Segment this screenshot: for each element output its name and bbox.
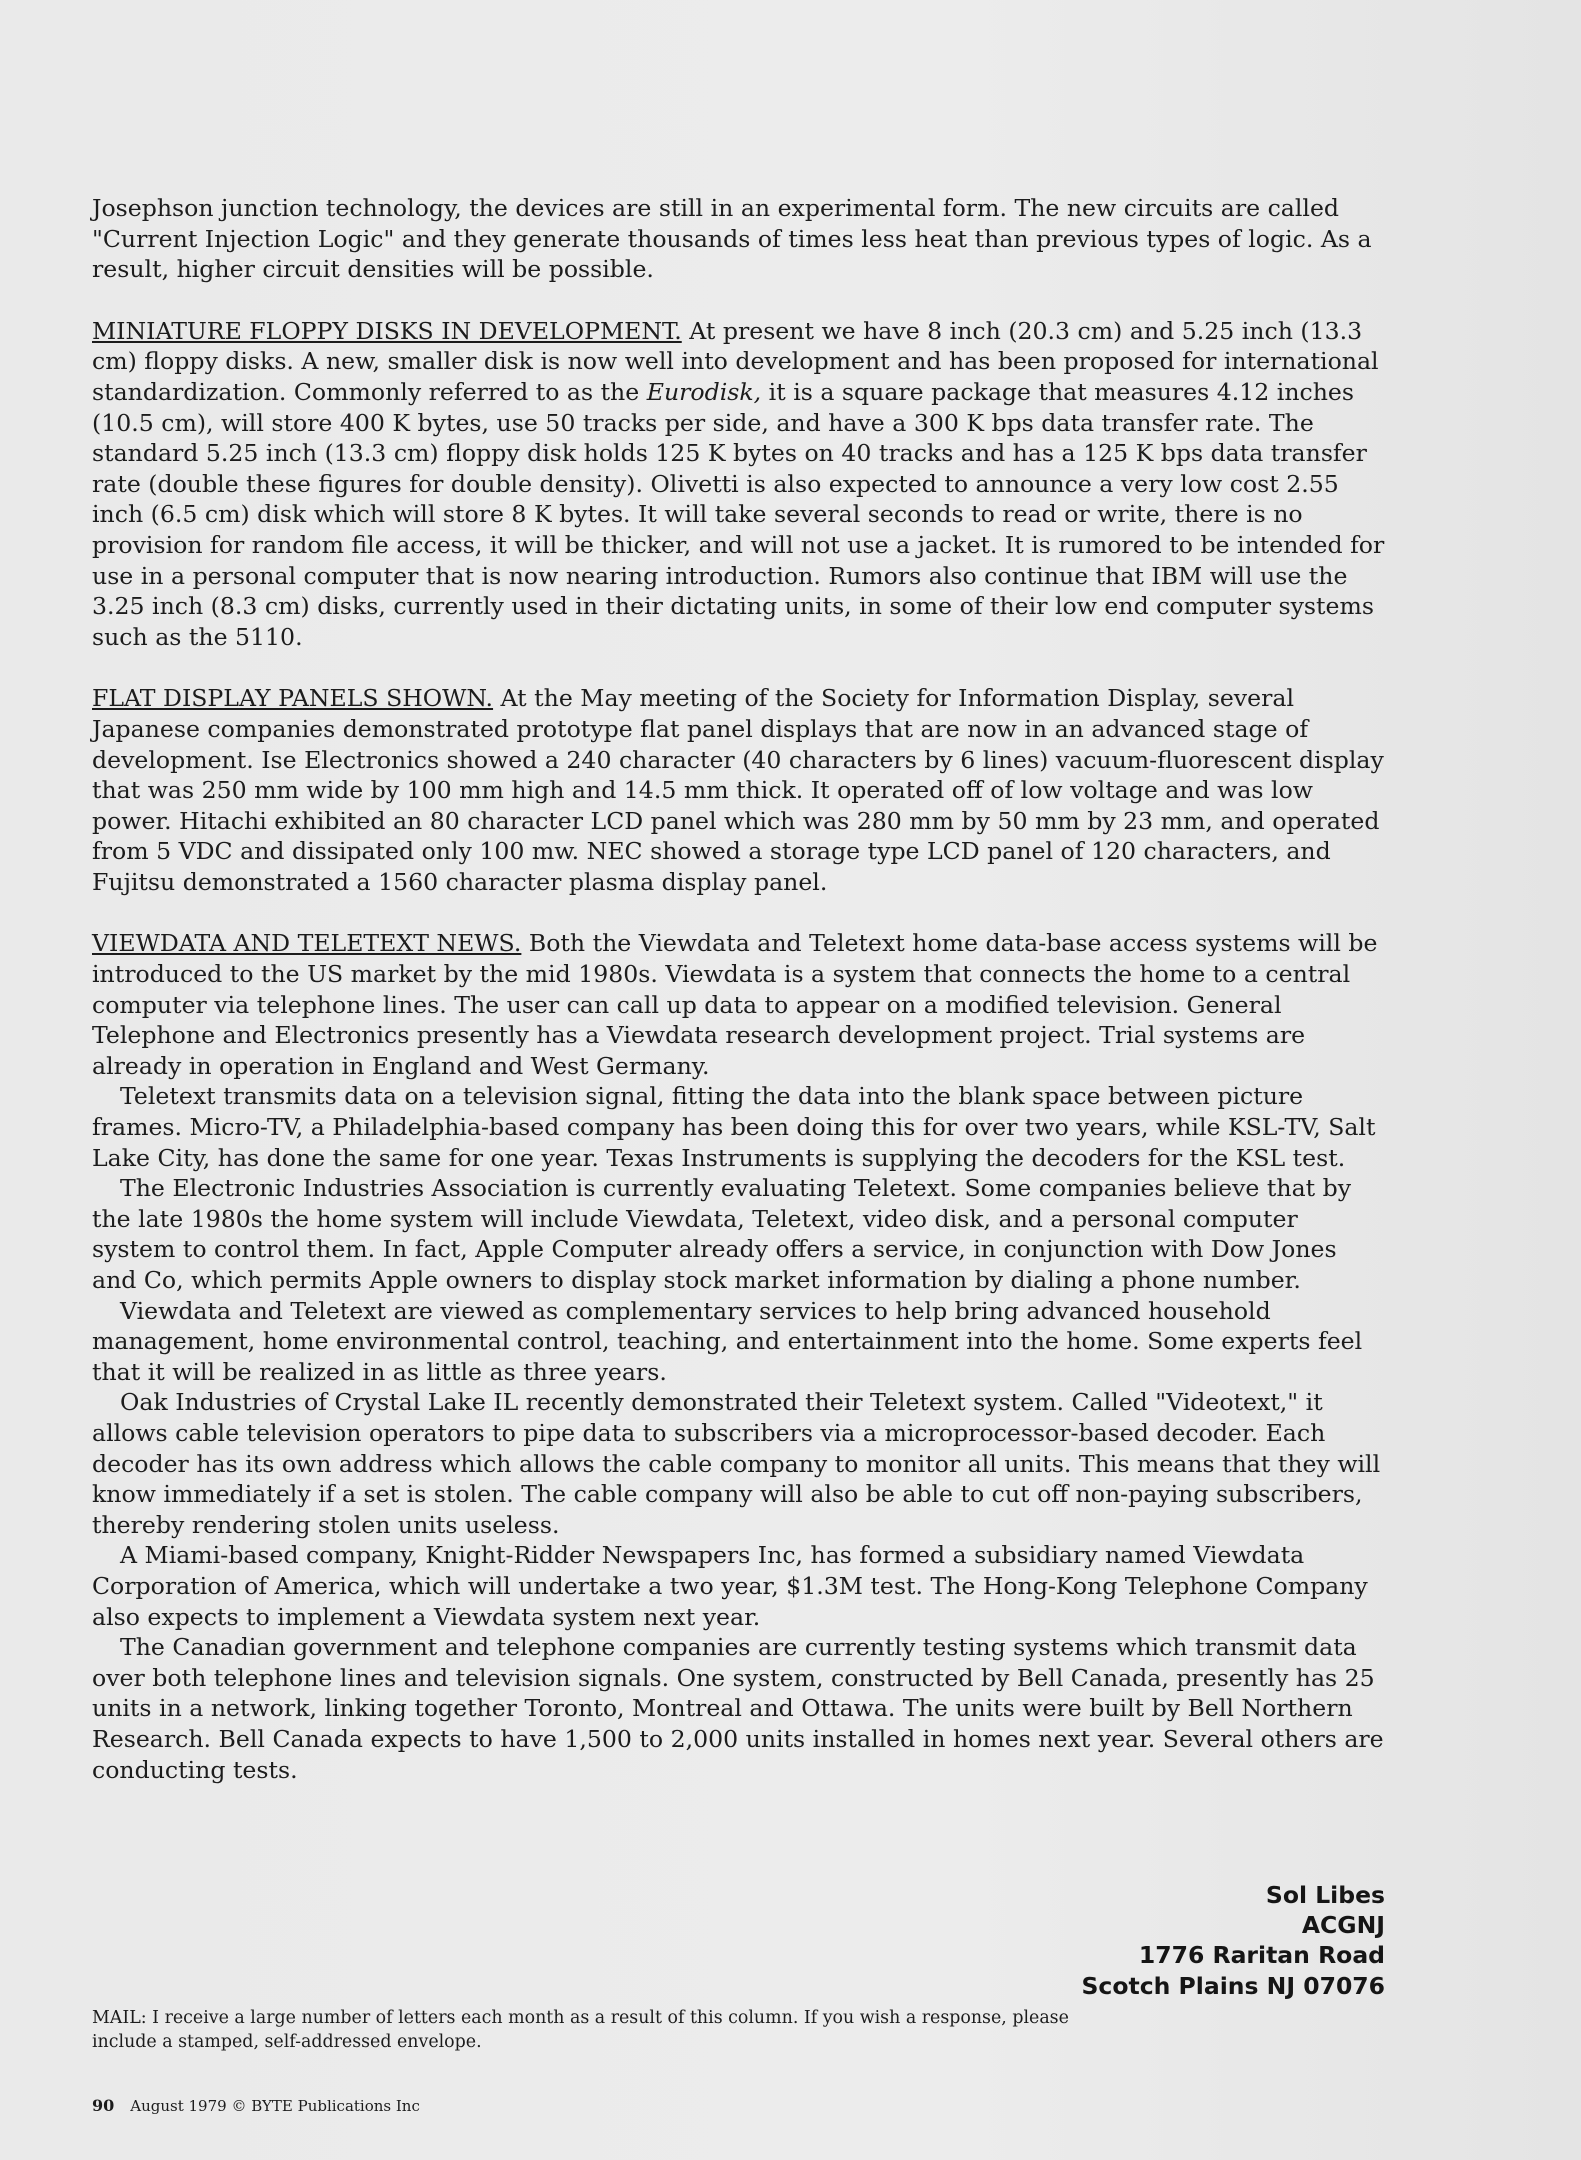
paragraph-eia-evaluating: The Electronic Industries Association is currently evaluating Teletext. Some companies believe that by the late 1980s the home system will include Viewdata, Teletext, video disk, and a personal computer system to control them. In fact, Apple Computer already offers a service, in conjunction with Dow Jones and Co, which permits Apple owners to display stock market information by dialing a phone number. <box>92 1174 1352 1294</box>
section-heading-flat-display: FLAT DISPLAY PANELS SHOWN. <box>92 684 494 713</box>
page-number: 90 <box>92 2096 115 2115</box>
paragraph-josephson-continuation: Josephson junction technology, the devices are still in an experimental form. The new circuits are called "Current Injection Logic" and they generate thousands of times less heat than previous types of logic. As a result, higher circuit densities will be possible. <box>92 194 1372 284</box>
issue-credit: August 1979 © BYTE Publications Inc <box>130 2097 420 2115</box>
section-miniature-floppy-disks <box>92 316 1388 653</box>
paragraph-teletext-transmits: Teletext transmits data on a television signal, fitting the data into the blank space between picture frames. Micro-TV, a Philadelphia-based company has been doing this for over two years, while KSL-TV, Salt Lake City, has done the same for one year. Texas Instruments is supplying the decoders for the KSL test. <box>92 1082 1376 1172</box>
paragraph-canadian-tests: The Canadian government and telephone companies are currently testing systems which transmit data over both telephone lines and television signals. One system, constructed by Bell Canada, presently has 25 units in a network, linking together Toronto, Montreal and Ottawa. The units were built by Bell Northern Research. Bell Canada expects to have 1,500 to 2,000 units installed in homes next year. Several others are conducting tests. <box>92 1633 1384 1784</box>
author-organization: ACGNJ <box>1301 1911 1385 1940</box>
section-viewdata-teletext <box>92 928 1388 1081</box>
paragraph-oak-industries: Oak Industries of Crystal Lake IL recently demonstrated their Teletext system. Called "Videotext," it allows cable television operators to pipe data to subscribers via a microprocessor-based decoder. Each decoder has its own address which allows the cable company to monitor all units. This means that they will know immediately if a set is stolen. The cable company will also be able to cut off non-paying subscribers, thereby rendering stolen units useless. <box>92 1388 1381 1539</box>
article-body <box>92 193 1388 1785</box>
viewdata-text: Both the Viewdata and Teletext home data-base access systems will be introduced to the US market by the mid 1980s. Viewdata is a system that connects the home to a central computer via telephone lines. The user can call up data to appear on a modified television. General Telephone and Electronics presently has a Viewdata research development project. Trial systems are already in operation in England and West Germany. <box>92 929 1378 1080</box>
eurodisk-term: Eurodisk, <box>646 377 762 406</box>
author-city: Scotch Plains NJ 07076 <box>1081 1971 1385 2000</box>
author-name: Sol Libes <box>1265 1881 1385 1909</box>
floppy-text-part1: At present we have 8 inch (20.3 cm) and 5.25 inch (13.3 cm) floppy disks. A new, smaller disk is now well into development and has been proposed for international standardization. Commonly referred to as the <box>92 316 1379 406</box>
author-signature <box>1081 1880 1385 2001</box>
section-heading-floppy: MINIATURE FLOPPY DISKS IN DEVELOPMENT. <box>92 316 682 345</box>
section-heading-viewdata: VIEWDATA AND TELETEXT NEWS. <box>92 929 522 958</box>
mail-note: MAIL: I receive a large number of letters each month as a result of this column. If you wish a response, please include a stamped, self-addressed envelope. <box>92 2008 1069 2052</box>
paragraph-complementary-services: Viewdata and Teletext are viewed as complementary services to help bring advanced household management, home environmental control, teaching, and entertainment into the home. Some experts feel that it will be realized in as little as three years. <box>92 1296 1363 1386</box>
paragraph-knight-ridder: A Miami-based company, Knight-Ridder Newspapers Inc, has formed a subsidiary named Viewdata Corporation of America, which will undertake a two year, $1.3M test. The Hong-Kong Telephone Company also expects to implement a Viewdata system next year. <box>92 1541 1368 1631</box>
section-flat-display-panels <box>92 683 1388 897</box>
page-footer <box>92 2096 420 2115</box>
flat-display-text: At the May meeting of the Society for Information Display, several Japanese companies demonstrated prototype flat panel displays that are now in an advanced stage of development. Ise Electronics showed a 240 character (40 characters by 6 lines) vacuum-fluorescent display that was 250 mm wide by 100 mm high and 14.5 mm thick. It operated off of low voltage and was low power. Hitachi exhibited an 80 character LCD panel which was 280 mm by 50 mm by 23 mm, and operated from 5 VDC and dissipated only 100 mw. NEC showed a storage type LCD panel of 120 characters, and Fujitsu demonstrated a 1560 character plasma display panel. <box>92 684 1384 896</box>
author-street: 1776 Raritan Road <box>1138 1941 1385 1970</box>
floppy-text-part2: it is a square package that measures 4.12 inches (10.5 cm), will store 400 K bytes, use 50 tracks per side, and have a 300 K bps data transfer rate. The standard 5.25 inch (13.3 cm) floppy disk holds 125 K bytes on 40 tracks and has a 125 K bps data transfer rate (double these figures for double density). Olivetti is also expected to announce a very low cost 2.55 inch (6.5 cm) disk which will store 8 K bytes. It will take several seconds to read or write, there is no provision for random file access, it will be thicker, and will not use a jacket. It is rumored to be intended for use in a personal computer that is now nearing introduction. Rumors also continue that IBM will use the 3.25 inch (8.3 cm) disks, currently used in their dictating units, in some of their low end computer systems such as the 5110. <box>92 377 1385 651</box>
